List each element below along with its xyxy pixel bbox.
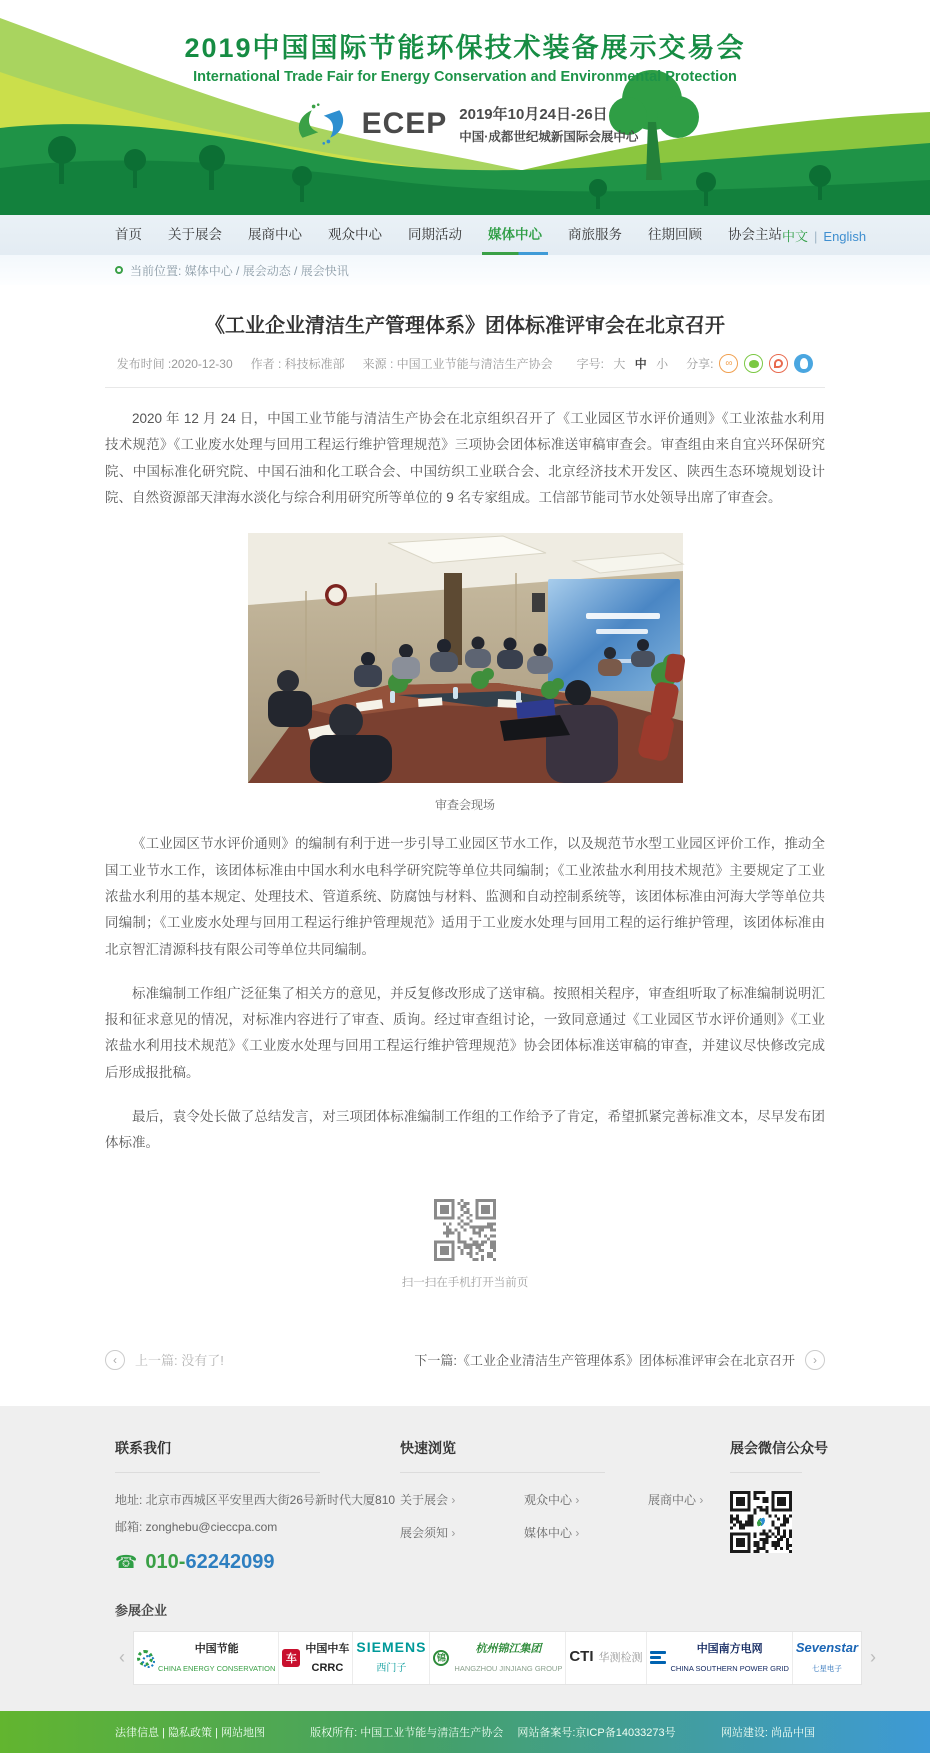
breadcrumb-dot-icon — [115, 266, 123, 274]
nav-item-review[interactable]: 往期回顾 — [648, 227, 702, 242]
share-wechat-icon[interactable] — [744, 354, 763, 373]
quicklink-about[interactable]: 关于展会 › — [400, 1491, 484, 1508]
article-author: 作者 : 科技标准部 — [250, 357, 345, 371]
nav-item-association[interactable]: 协会主站 — [728, 227, 782, 242]
nav-item-visitor[interactable]: 观众中心 — [328, 227, 382, 242]
share-qq-icon[interactable] — [794, 354, 813, 373]
divider — [105, 387, 825, 388]
photo-caption: 审查会现场 — [434, 798, 495, 813]
carousel-left-arrow[interactable]: ‹ — [119, 1647, 125, 1668]
quicklink-media[interactable]: 媒体中心 › — [524, 1524, 608, 1541]
article-container — [105, 285, 825, 1370]
partner-logo-csg[interactable]: 中国南方电网 CHINA SOUTHERN POWER GRID — [647, 1632, 793, 1684]
partner-logo-sevenstar[interactable]: Sevenstar 七星电子 — [795, 1640, 859, 1673]
carousel-right-arrow[interactable]: › — [870, 1647, 877, 1668]
article-paragraph-3: 标准编制工作组广泛征集了相关方的意见，并反复修改形成了送审稿。按照相关程序，审查组听取了标准编制说明汇报和征求意见的情况，对标准内容进行了审查、质询。经过审查组讨论，一致同意通过《工业园区节水评价通则》《工业浓盐水利用技术规范》《工业废水处理与回用工程运行维护管理规范》协会团体标准送审稿的审查，并建议尽快修改完成后形成报批稿。 — [105, 985, 825, 1080]
partner-logo-strip — [133, 1631, 862, 1685]
partners-heading: 参展企业 — [115, 1602, 168, 1618]
csg-logo-icon — [650, 1651, 666, 1665]
next-article-label: 下一篇:《工业企业清洁生产管理体系》团体标准评审会在北京召开 — [414, 1353, 795, 1369]
header-banner — [0, 0, 930, 215]
divider — [400, 1472, 605, 1473]
fontsize-small-button[interactable]: 小 — [656, 357, 669, 371]
partner-logo-cecep[interactable]: 中国节能 CHINA ENERGY CONSERVATION — [134, 1632, 279, 1684]
wechat-heading: 展会微信公众号 — [730, 1439, 828, 1456]
phone-prefix: 010- — [145, 1550, 186, 1573]
phone-number: 62242099 — [185, 1550, 275, 1573]
main-nav — [0, 215, 930, 255]
chevron-left-icon: ‹ — [105, 1350, 125, 1370]
partner-logo-siemens[interactable]: SIEMENS 西门子 — [353, 1632, 430, 1684]
qr-caption: 扫一扫在手机打开当前页 — [401, 1276, 529, 1289]
fair-subtitle: International Trade Fair for Energy Conservation and Environmental Protection — [193, 69, 737, 85]
legal-links[interactable]: 法律信息 | 隐私政策 | 网站地图 — [115, 1726, 265, 1739]
ecep-logo-icon — [292, 101, 350, 147]
partner-logo-crrc[interactable]: 车 中国中车 CRRC — [279, 1632, 353, 1684]
ecep-logo-text: ECEP — [361, 107, 448, 140]
quicklink-visitor[interactable]: 观众中心 › — [524, 1491, 608, 1508]
lang-zh-link[interactable]: 中文 — [782, 228, 809, 244]
nav-item-events[interactable]: 同期活动 — [408, 227, 462, 242]
divider — [115, 1472, 320, 1473]
contact-address: 地址: 北京市西城区平安里西大街26号新时代大厦810 — [115, 1492, 396, 1507]
prev-article-link[interactable] — [105, 1350, 224, 1370]
fontsize-large-button[interactable]: 大 — [613, 357, 626, 371]
nav-item-media[interactable]: 媒体中心 — [488, 215, 542, 255]
lang-en-link[interactable]: English — [823, 228, 867, 244]
prev-article-label: 上一篇: 没有了! — [135, 1353, 224, 1369]
article-paragraph-2: 《工业园区节水评价通则》的编制有利于进一步引导工业园区节水工作，以及规范节水型工业园区评价工作，推动全国工业节水工作，该团体标准由中国水利水电科学研究院等单位共同编制；《工业浓盐水利用技术规范》主要规定了工业浓盐水利用的基本规定、处理技术、管道系统、防腐蚀与材料、监测和自动控制系统等，该团体标准由河海大学等单位共同编制；《工业废水处理与回用工程运行维护管理规范》适用于工业废水处理与回用工程的运行维护管理，该团体标准由北京智汇清源科技有限公司等单位共同编制。 — [105, 836, 825, 957]
share-label: 分享: — [686, 357, 714, 371]
partner-logo-jinjiang[interactable]: 锦 杭州锦江集团 HANGZHOU JINJIANG GROUP — [430, 1632, 566, 1684]
fair-title: 2019中国国际节能环保技术装备展示交易会 — [184, 33, 746, 63]
site-builder-link[interactable]: 网站建设: 尚品中国 — [720, 1726, 815, 1739]
article-source: 来源 : 中国工业节能与清洁生产协会 — [362, 357, 553, 371]
share-weibo-icon[interactable] — [769, 354, 788, 373]
meeting-photo — [248, 533, 683, 783]
quicklink-exhibitor[interactable]: 展商中心 › — [648, 1491, 732, 1508]
article-paragraph-1: 2020 年 12 月 24 日，中国工业节能与清洁生产协会在北京组织召开了《工业园区节水评价通则》《工业浓盐水利用技术规范》《工业废水处理与回用工程运行维护管理规范》三项协会团体标准送审稿审查会。审查组由来自宜兴环保研究院、中国标准化研究院、中国石油和化工联合会、中国纺织工业联合会、北京经济技术开发区、陕西生态环境规划设计院、自然资源部天津海水淡化与综合利用研究所等单位的 9 名专家组成。工信部节能司节水处领导出席了审查会。 — [105, 411, 825, 505]
article-meta — [105, 354, 825, 373]
breadcrumb-prefix: 当前位置: — [130, 263, 182, 278]
nav-item-exhibitor[interactable]: 展商中心 — [248, 227, 302, 242]
copyright-text: 版权所有: 中国工业节能与清洁生产协会 网站备案号:京ICP备14033273号 — [310, 1726, 676, 1739]
breadcrumb — [0, 255, 930, 285]
footer — [0, 1406, 930, 1711]
publish-time: 发布时间 :2020-12-30 — [116, 357, 233, 371]
crrc-logo-icon: 车 — [282, 1649, 300, 1667]
fair-venue: 中国·成都世纪城新国际会展中心 — [459, 130, 639, 144]
nav-item-travel[interactable]: 商旅服务 — [568, 227, 622, 242]
contact-heading: 联系我们 — [115, 1439, 171, 1456]
nav-item-home[interactable]: 首页 — [115, 227, 142, 242]
quicklink-notice[interactable]: 展会须知 › — [400, 1524, 484, 1541]
partner-logo-cti[interactable]: CTI 华测检测 — [566, 1632, 646, 1684]
wechat-qr-code — [730, 1491, 792, 1553]
phone-icon: ☎ — [115, 1552, 138, 1573]
article-paragraph-4: 最后，袁令处长做了总结发言，对三项团体标准编制工作组的工作给予了肯定，希望抓紧完善标准文本，尽早发布团体标准。 — [105, 1109, 825, 1151]
share-link-icon[interactable]: ∞ — [719, 354, 738, 373]
chevron-right-icon: › — [805, 1350, 825, 1370]
fontsize-label: 字号: — [576, 357, 604, 371]
quicklinks-heading: 快速浏览 — [400, 1439, 456, 1456]
divider — [730, 1472, 802, 1473]
cecep-logo-icon — [137, 1650, 153, 1666]
lang-divider: | — [814, 228, 818, 244]
fontsize-medium-button[interactable]: 中 — [634, 357, 647, 371]
contact-phone[interactable] — [115, 1551, 400, 1574]
page-qr-code — [434, 1199, 496, 1261]
fair-dates: 2019年10月24日-26日 — [459, 106, 608, 123]
breadcrumb-links[interactable]: 媒体中心 / 展会动态 / 展会快讯 — [184, 263, 349, 278]
article-title: 《工业企业清洁生产管理体系》团体标准评审会在北京召开 — [205, 315, 725, 337]
contact-email[interactable]: 邮箱: zonghebu@cieccpa.com — [115, 1519, 278, 1534]
next-article-link[interactable] — [414, 1350, 825, 1370]
jinjiang-logo-icon: 锦 — [433, 1650, 449, 1666]
bottom-bar — [0, 1711, 930, 1753]
nav-item-about[interactable]: 关于展会 — [168, 227, 222, 242]
